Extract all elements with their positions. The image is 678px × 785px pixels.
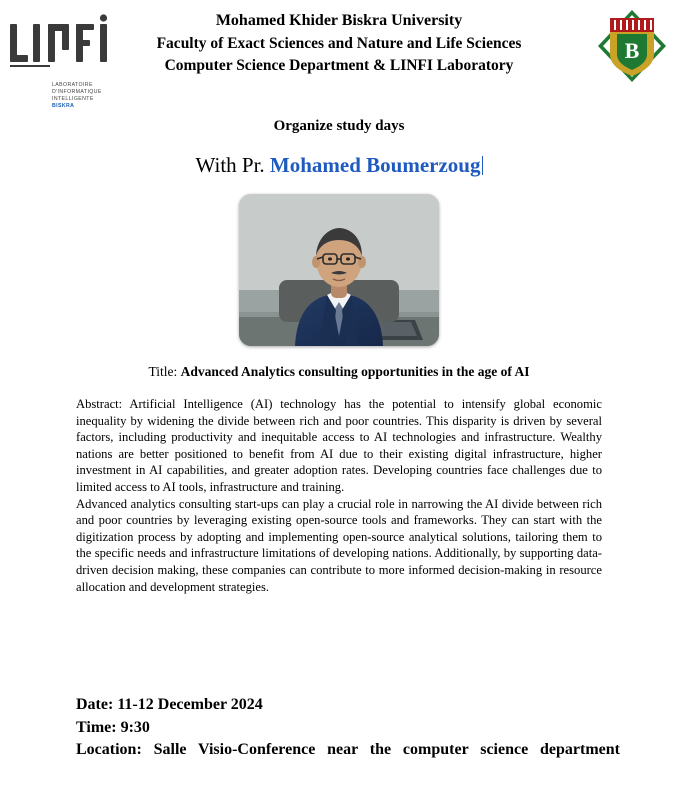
event-date-row [76, 694, 620, 717]
event-time-value: 9:30 [116, 718, 150, 736]
linfi-sub-line-3: INTELLIGENTE [52, 96, 94, 103]
abstract-paragraph-2: Advanced analytics consulting start-ups can play a crucial role in narrowing the AI divide between rich and poor countries by leveraging existing open-source tools and frameworks. They can start with the digitization process by adopting and implementing open-source analytical solutions, tailoring them to the specific needs and infrastructure limitations of developing nations. Additionally, by supporting data-driven decision making, these companies can contribute to more informed decision-making in resource allocation and development strategies. [76, 496, 602, 594]
abstract-paragraph-1 [76, 396, 602, 496]
event-location-text [76, 739, 620, 784]
event-location-value: Salle Visio-Conference near the computer science department [141, 741, 620, 759]
event-time-row [76, 717, 620, 740]
linfi-sub-line-4: BISKRA [52, 103, 75, 110]
linfi-logo-icon [8, 14, 112, 76]
text-caret [482, 156, 483, 175]
organize-line: Organize study days [273, 118, 405, 134]
department-name: Computer Science Department & LINFI Laboratory [164, 56, 514, 74]
talk-title-label: Title: [148, 364, 178, 379]
speaker-line [0, 153, 678, 178]
abstract-label: Abstract: [76, 397, 123, 411]
event-date-value: 11-12 December 2024 [113, 696, 263, 713]
speaker-prefix: With Pr. [195, 153, 265, 177]
speaker-photo-image [239, 194, 439, 346]
linfi-logo [8, 14, 112, 110]
page-header [0, 0, 678, 110]
abstract-text-1: Artificial Intelligence (AI) technology has the potential to intensify global economic inequality by widening the divide between rich and poor countries. This disparity is driven by several factors, including productivity and inequitable access to AI technologies and infrastructure. Wealthy nations are better positioned to benefit from AI due to their existing digital infrastructure, higher investment in AI capabilities, and greater adoption rates. Developing countries face challenges due to limited access to AI tools, infrastructure and training. [76, 397, 602, 495]
linfi-sub-line-2: D'INFORMATIQUE [52, 89, 102, 96]
speaker-photo [239, 194, 439, 346]
abstract-block [76, 396, 602, 595]
event-date-label: Date: [76, 696, 114, 713]
talk-title-value: Advanced Analytics consulting opportunities in the age of AI [180, 364, 530, 379]
talk-title [0, 364, 678, 380]
speaker-name: Mohamed Boumerzoug [269, 153, 481, 177]
faculty-name: Faculty of Exact Sciences and Nature and Life Sciences [156, 34, 522, 52]
event-location-label: Location: [76, 741, 142, 759]
event-details [76, 694, 620, 785]
linfi-logo-subtitle [52, 82, 112, 110]
university-logo-letter: B [624, 38, 640, 63]
university-logo-icon [596, 8, 668, 84]
linfi-sub-line-1: LABORATOIRE [52, 82, 93, 88]
university-logo [596, 8, 668, 84]
university-name: Mohamed Khider Biskra University [215, 12, 463, 29]
event-time-label: Time: [76, 718, 117, 736]
event-location-row [76, 739, 620, 784]
